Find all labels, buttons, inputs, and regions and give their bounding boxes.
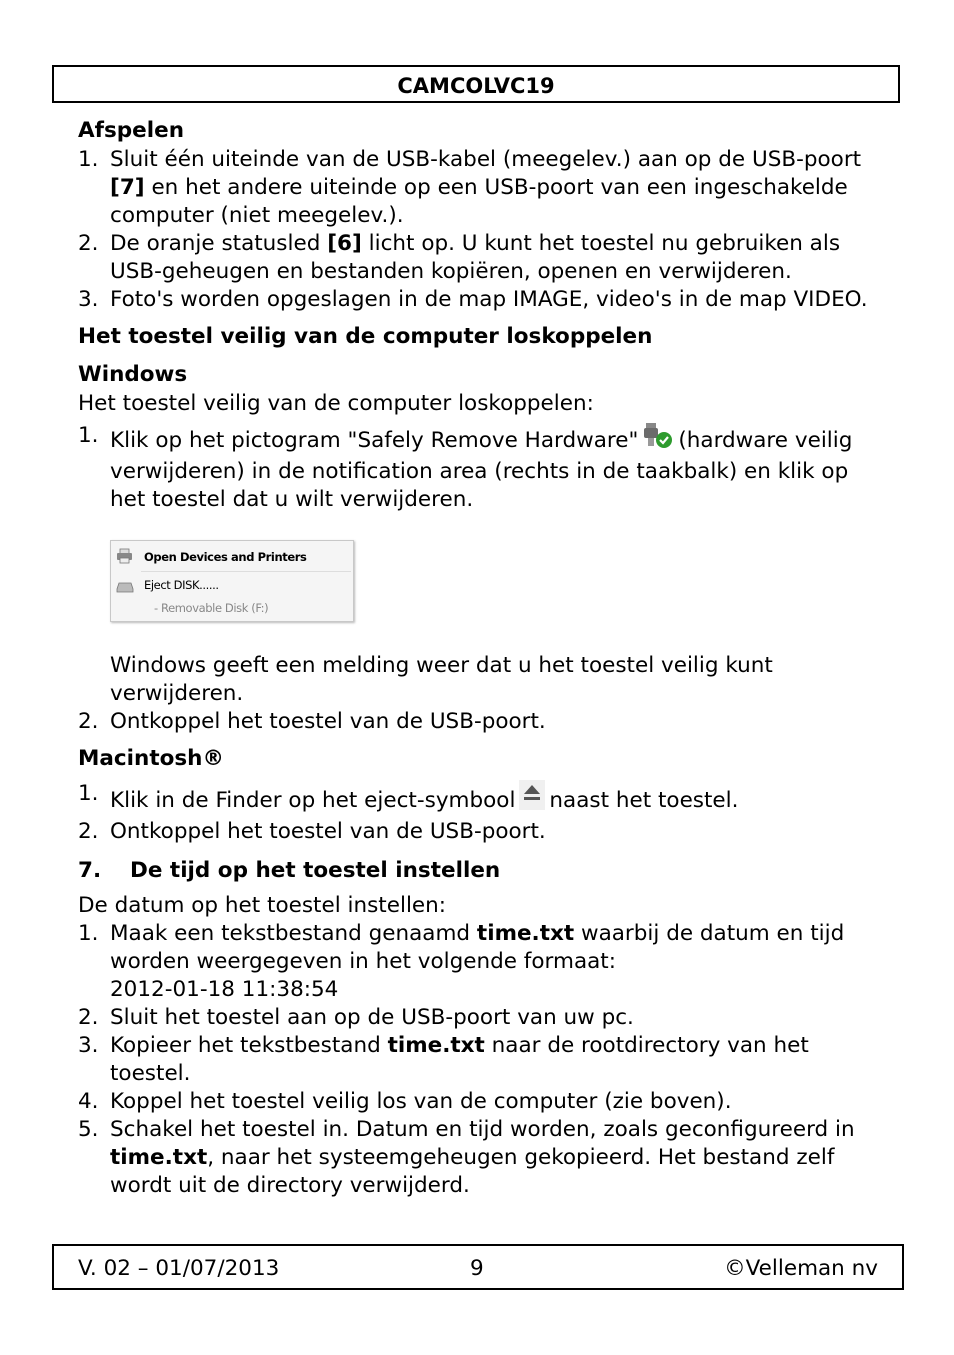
list-item	[78, 146, 888, 230]
list-item	[78, 422, 888, 514]
list-item	[78, 230, 888, 286]
footer-page-number: 9	[470, 1256, 484, 1281]
heading-macintosh: Macintosh®	[78, 746, 224, 771]
list-number: 3.	[78, 287, 99, 312]
drive-icon	[116, 581, 134, 596]
menu-item-label: Eject DISK......	[144, 578, 219, 592]
afspelen-list	[78, 146, 888, 314]
date-format-example: 2012-01-18 11:38:54	[110, 977, 339, 1002]
list-text: Ontkoppel het toestel van de USB-poort.	[110, 819, 546, 844]
list-item	[78, 1088, 888, 1116]
list-item	[78, 1116, 888, 1200]
list-number: 1.	[78, 781, 99, 806]
windows-intro: Het toestel veilig van de computer loskoppelen:	[78, 391, 594, 416]
document-footer	[52, 1244, 904, 1290]
list-text: licht op. U kunt het toestel nu gebruiken als USB-geheugen en bestanden kopiëren, openen en verwijderen.	[110, 231, 841, 284]
list-item	[78, 708, 888, 736]
list-number: 2.	[78, 819, 99, 844]
context-menu	[110, 540, 354, 622]
list-item	[78, 780, 888, 818]
list-text: Schakel het toestel in. Datum en tijd worden, zoals geconfigureerd in	[110, 1117, 855, 1142]
footer-copyright: ©Velleman nv	[724, 1256, 878, 1281]
eject-icon	[519, 780, 545, 818]
document-header	[52, 65, 900, 103]
list-text: , naar het systeemgeheugen gekopieerd. Het bestand zelf wordt uit de directory verwijderd.	[110, 1145, 835, 1198]
tijd-list	[78, 920, 888, 1200]
tijd-intro: De datum op het toestel instellen:	[78, 893, 447, 918]
footer-version: V. 02 – 01/07/2013	[78, 1256, 280, 1281]
menu-item-open-devices[interactable]	[111, 545, 353, 567]
heading-windows: Windows	[78, 362, 188, 387]
page-content	[78, 116, 888, 1200]
windows-list	[78, 422, 888, 514]
menu-separator	[141, 571, 351, 572]
list-item	[78, 920, 888, 1004]
section-title: De tijd op het toestel instellen	[130, 858, 501, 883]
list-number: 4.	[78, 1089, 99, 1114]
heading-afspelen: Afspelen	[78, 118, 185, 143]
list-text: Klik op het pictogram "Safely Remove Hardware"	[110, 428, 639, 453]
list-item	[78, 1004, 888, 1032]
list-text: Foto's worden opgeslagen in de map IMAGE, video's in de map VIDEO.	[110, 287, 868, 312]
filename: time.txt	[476, 921, 575, 946]
windows-list-2	[78, 708, 888, 736]
list-number: 1.	[78, 147, 99, 172]
list-number: 2.	[78, 1005, 99, 1030]
filename: time.txt	[110, 1145, 208, 1170]
list-number: 2.	[78, 709, 99, 734]
list-text: en het andere uiteinde op een USB-poort van een ingeschakelde computer (niet meegelev.).	[110, 175, 848, 228]
list-text: Sluit één uiteinde van de USB-kabel (meegelev.) aan op de USB-poort	[110, 147, 862, 172]
heading-loskoppelen: Het toestel veilig van de computer loskoppelen	[78, 324, 653, 349]
list-text: Ontkoppel het toestel van de USB-poort.	[110, 709, 546, 734]
list-text: naast het toestel.	[549, 788, 739, 813]
printer-icon	[116, 548, 134, 567]
list-item	[78, 286, 888, 314]
list-item	[78, 1032, 888, 1088]
list-item	[78, 818, 888, 846]
mac-list	[78, 780, 888, 846]
list-text: Maak een tekstbestand genaamd	[110, 921, 477, 946]
windows-notification-text: Windows geeft een melding weer dat u het toestel veilig kunt verwijderen.	[110, 653, 773, 706]
list-text: (hardware veilig verwijderen) in de notification area (rechts in de taakbalk) en klik op het toestel dat u wilt verwijderen.	[110, 428, 853, 512]
list-text: Koppel het toestel veilig los van de computer (zie boven).	[110, 1089, 732, 1114]
filename: time.txt	[387, 1033, 485, 1058]
section-number: 7.	[78, 858, 102, 883]
list-number: 3.	[78, 1033, 99, 1058]
list-text: Kopieer het tekstbestand	[110, 1033, 388, 1058]
list-text: Klik in de Finder op het eject-symbool	[110, 788, 516, 813]
list-number: 5.	[78, 1117, 99, 1142]
reference-number: [7]	[110, 175, 145, 200]
menu-item-removable-disk[interactable]: - Removable Disk (F:)	[154, 601, 269, 615]
list-number: 2.	[78, 231, 99, 256]
document-title: CAMCOLVC19	[397, 74, 555, 98]
list-number: 1.	[78, 921, 99, 946]
list-text: Sluit het toestel aan op de USB-poort van uw pc.	[110, 1005, 634, 1030]
reference-number: [6]	[327, 231, 362, 256]
list-text: waarbij de datum en tijd worden weergegeven in het volgende formaat:	[110, 921, 845, 974]
list-text: De oranje statusled	[110, 231, 328, 256]
heading-tijd	[78, 856, 888, 886]
list-text: naar de rootdirectory van het toestel.	[110, 1033, 809, 1086]
safely-remove-hardware-icon	[642, 422, 674, 458]
list-number: 1.	[78, 423, 99, 448]
menu-item-label: Open Devices and Printers	[144, 550, 307, 564]
